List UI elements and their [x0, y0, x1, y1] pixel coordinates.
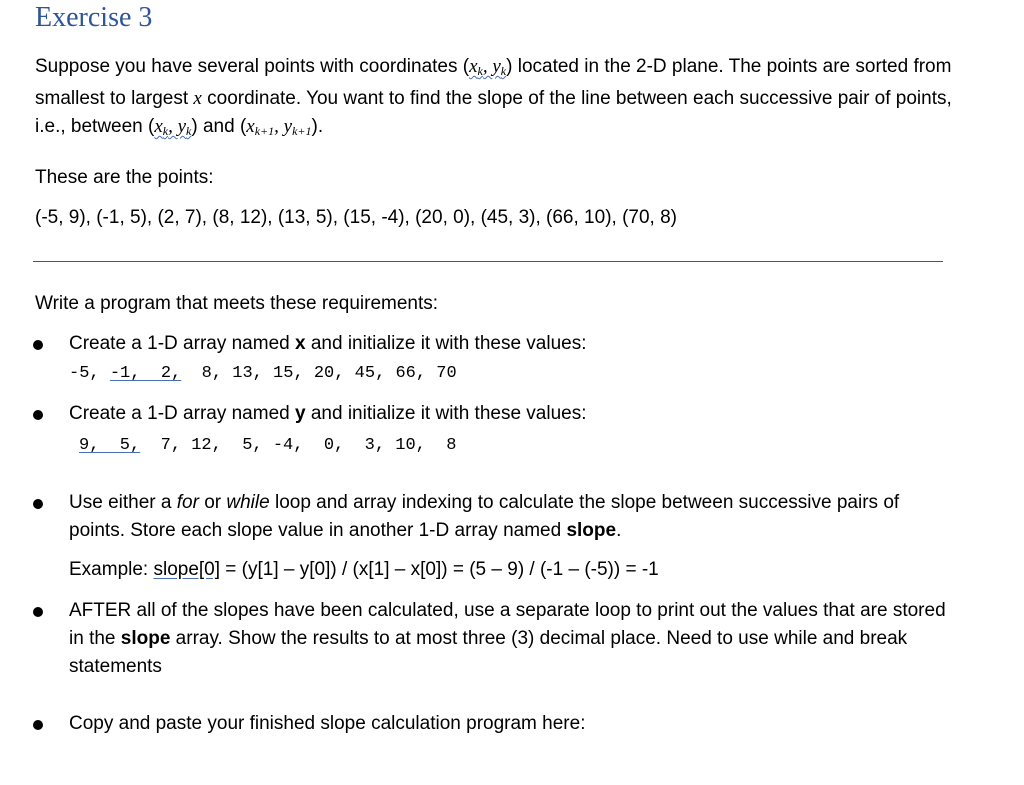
exercise-title: Exercise 3 [35, 2, 153, 33]
paste-instruction: Copy and paste your finished slope calculation program here: [69, 713, 586, 734]
bullet-icon [33, 720, 43, 730]
horizontal-rule [33, 261, 943, 262]
yk-term-2: $y_k$ [177, 116, 192, 138]
xk-term-2: $x_k$ [154, 116, 169, 138]
yk-term: $y_k$ [492, 56, 507, 78]
points-label: These are the points: [35, 167, 214, 188]
xk1-term: $x_{k+1}$ [246, 116, 275, 138]
bullet-icon [33, 410, 43, 420]
bullet-icon [33, 607, 43, 617]
yk1-term: $y_{k+1}$ [283, 116, 312, 138]
intro-paragraph: Suppose you have several points with coordinates ($x_k$, $y_k$) located in the 2-D plane. The points are sorted from smallest to largest x coordinate. You want to find the slope of the line between each successive pair of points, i.e., between ($x_k$, $y_k$) and ($x_{k+1}$, $y_{k+1}$). [35, 56, 952, 138]
slope-example: Example: slope[0] = (y[1] – y[0]) / (x[1] – x[0]) = (5 – 9) / (-1 – (-5)) = -1 [69, 559, 659, 580]
y-array-values: 9, 5, 7, 12, 5, -4, 0, 3, 10, 8 [79, 436, 457, 455]
xk-term: $x_k$ [469, 56, 483, 78]
x-array-instruction: Create a 1-D array named x and initialize it with these values: [69, 333, 587, 354]
loop-instruction: Use either a for or while loop and array indexing to calculate the slope between successive pairs of points. Store each slope value in another 1-D array named slope. [69, 492, 900, 541]
bullet-icon [33, 340, 43, 350]
print-instruction: AFTER all of the slopes have been calculated, use a separate loop to print out the values that are stored in the slope array. Show the results to at most three (3) decimal place. Need to use while and break statements [69, 600, 946, 677]
points-list: (-5, 9), (-1, 5), (2, 7), (8, 12), (13, 5), (15, -4), (20, 0), (45, 3), (66, 10), (70, 8) [35, 207, 677, 228]
bullet-icon [33, 499, 43, 509]
requirements-heading: Write a program that meets these requirements: [35, 293, 439, 314]
y-array-instruction: Create a 1-D array named y and initialize it with these values: [69, 403, 587, 424]
x-array-values: -5, -1, 2, 8, 13, 15, 20, 45, 66, 70 [69, 364, 457, 383]
